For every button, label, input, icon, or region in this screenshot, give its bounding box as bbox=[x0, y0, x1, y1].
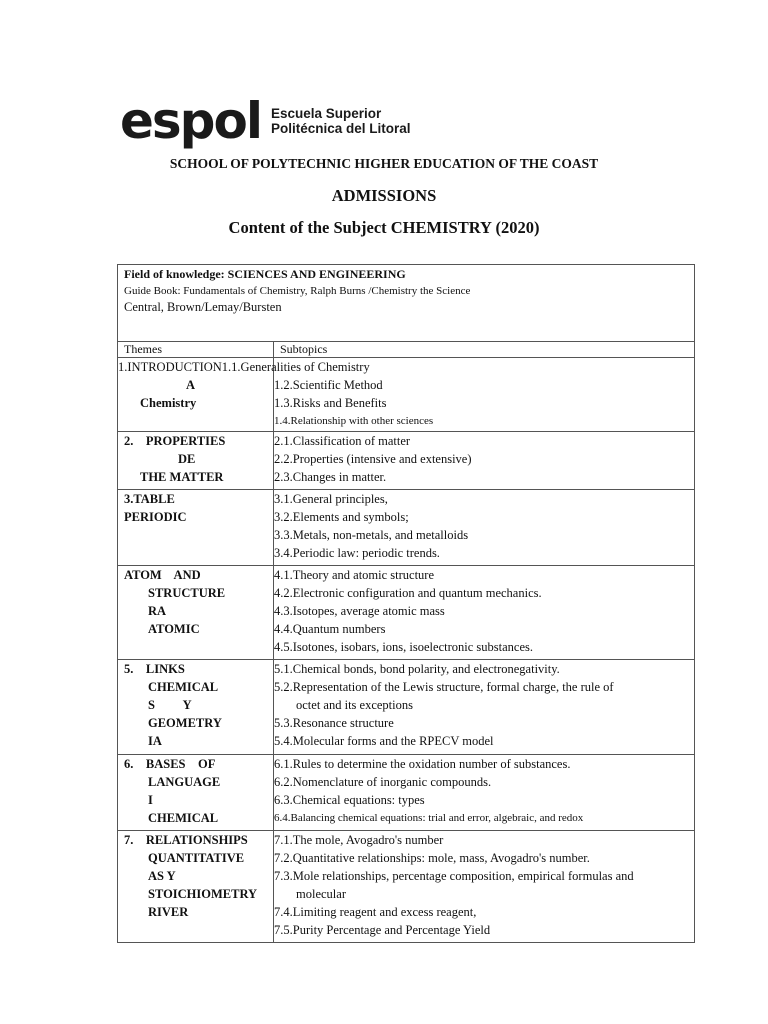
subtopic-item: 5.2.Representation of the Lewis structure, formal charge, the rule of bbox=[274, 680, 614, 694]
logo-text bbox=[271, 106, 411, 136]
topic-row bbox=[118, 660, 695, 755]
topic-row bbox=[118, 831, 695, 943]
field-row bbox=[118, 265, 695, 342]
theme-line: I bbox=[148, 793, 153, 807]
subtopic-item: 2.2.Properties (intensive and extensive) bbox=[274, 452, 472, 466]
theme-cell bbox=[118, 490, 274, 566]
subtopic-item: 3.3.Metals, non-metals, and metalloids bbox=[274, 528, 469, 542]
topic-row bbox=[118, 490, 695, 566]
subtopic-item: 5.1.Chemical bonds, bond polarity, and electronegativity. bbox=[274, 662, 560, 676]
subtopic-item: 7.2.Quantitative relationships: mole, mass, Avogadro's number. bbox=[274, 851, 590, 865]
topic-row bbox=[118, 358, 695, 432]
subtopic-item: 1.3.Risks and Benefits bbox=[274, 396, 387, 410]
subject-title: Content of the Subject CHEMISTRY (2020) bbox=[228, 218, 540, 237]
theme-line: S Y bbox=[148, 698, 192, 712]
theme-line: DE bbox=[178, 452, 196, 466]
subtopics-cell bbox=[274, 566, 695, 660]
theme-line: ATOM AND bbox=[124, 568, 201, 582]
espol-logo bbox=[120, 92, 411, 150]
school-title: SCHOOL OF POLYTECHNIC HIGHER EDUCATION OF THE COAST bbox=[169, 156, 599, 171]
theme-line: ATOMIC bbox=[148, 622, 200, 636]
subtopic-item: 7.1.The mole, Avogadro's number bbox=[274, 833, 444, 847]
theme-line: Chemistry bbox=[140, 396, 197, 410]
subtopic-item: 5.4.Molecular forms and the RPECV model bbox=[274, 734, 494, 748]
subtopic-item: 4.1.Theory and atomic structure bbox=[274, 568, 435, 582]
theme-line: STOICHIOMETRY bbox=[148, 887, 258, 901]
theme-line: 7. RELATIONSHIPS bbox=[124, 833, 248, 847]
theme-line: PERIODIC bbox=[124, 510, 187, 524]
theme-line: 1.INTRODUCTION1.1.Generalities of Chemistry bbox=[118, 360, 370, 374]
subtopic-item: 7.3.Mole relationships, percentage composition, empirical formulas and bbox=[274, 869, 634, 883]
subtopic-item: 7.4.Limiting reagent and excess reagent, bbox=[274, 905, 477, 919]
admissions-title: ADMISSIONS bbox=[331, 186, 437, 205]
logo-line-1: Escuela Superior bbox=[270, 106, 382, 121]
theme-line: A bbox=[186, 378, 196, 392]
subtopics-cell bbox=[274, 755, 695, 831]
theme-line: THE MATTER bbox=[140, 470, 224, 484]
subtopic-item: 2.3.Changes in matter. bbox=[274, 470, 387, 484]
theme-line: AS Y bbox=[148, 869, 176, 883]
subtopic-item: 4.2.Electronic configuration and quantum mechanics. bbox=[274, 586, 542, 600]
theme-line: STRUCTURE bbox=[148, 586, 226, 600]
theme-cell bbox=[118, 660, 274, 755]
theme-line: CHEMICAL bbox=[148, 680, 219, 694]
topic-row bbox=[118, 432, 695, 490]
subtopics-cell bbox=[274, 432, 695, 490]
guide-book-line-1: Guide Book: Fundamentals of Chemistry, Ralph Burns /Chemistry the Science bbox=[124, 285, 471, 297]
theme-line: IA bbox=[148, 734, 162, 748]
theme-line: GEOMETRY bbox=[148, 716, 222, 730]
theme-cell bbox=[118, 566, 274, 660]
subtopic-item: 2.1.Classification of matter bbox=[274, 434, 411, 448]
theme-line: 3.TABLE bbox=[124, 492, 175, 506]
logo-mark: espol bbox=[120, 92, 261, 150]
theme-line: 6. BASES OF bbox=[124, 757, 216, 771]
topic-row bbox=[118, 566, 695, 660]
guide-book-line-2: Central, Brown/Lemay/Bursten bbox=[124, 300, 282, 314]
subtopics-cell bbox=[274, 660, 695, 755]
subtopic-item: octet and its exceptions bbox=[296, 698, 413, 712]
subtopic-item: 6.1.Rules to determine the oxidation number of substances. bbox=[274, 757, 571, 771]
theme-line: CHEMICAL bbox=[148, 811, 219, 825]
subtopic-item: 4.4.Quantum numbers bbox=[274, 622, 386, 636]
theme-line: RA bbox=[148, 604, 167, 618]
theme-cell bbox=[118, 432, 274, 490]
theme-line: 2. PROPERTIES bbox=[124, 434, 226, 448]
subtopic-item: molecular bbox=[296, 887, 346, 901]
subtopic-item: 3.1.General principles, bbox=[274, 492, 388, 506]
field-of-knowledge: Field of knowledge: SCIENCES AND ENGINEERING bbox=[124, 267, 406, 281]
theme-line: RIVER bbox=[148, 905, 189, 919]
subtopic-item: 6.2.Nomenclature of inorganic compounds. bbox=[274, 775, 492, 789]
header-row bbox=[118, 342, 695, 358]
col-themes: Themes bbox=[118, 342, 274, 358]
theme-line: 5. LINKS bbox=[124, 662, 185, 676]
subtopic-item: 3.4.Periodic law: periodic trends. bbox=[274, 546, 440, 560]
content-table bbox=[117, 264, 695, 943]
subtopic-item: 1.2.Scientific Method bbox=[274, 378, 383, 392]
subtopic-item: 1.4.Relationship with other sciences bbox=[274, 415, 434, 427]
subtopic-item: 4.3.Isotopes, average atomic mass bbox=[274, 604, 445, 618]
subtopics-cell bbox=[274, 831, 695, 943]
subtopic-item: 5.3.Resonance structure bbox=[274, 716, 394, 730]
col-subtopics: Subtopics bbox=[274, 342, 695, 358]
subtopics-cell bbox=[274, 490, 695, 566]
theme-line: QUANTITATIVE bbox=[148, 851, 245, 865]
theme-cell bbox=[118, 831, 274, 943]
theme-cell bbox=[118, 755, 274, 831]
topic-row bbox=[118, 755, 695, 831]
subtopic-item: 6.3.Chemical equations: types bbox=[274, 793, 425, 807]
subtopic-item: 7.5.Purity Percentage and Percentage Yield bbox=[274, 923, 491, 937]
field-cell bbox=[118, 265, 695, 342]
logo-line-2: Politécnica del Litoral bbox=[270, 121, 411, 136]
subtopic-item: 3.2.Elements and symbols; bbox=[274, 510, 409, 524]
theme-line: LANGUAGE bbox=[148, 775, 221, 789]
subtopic-item: 4.5.Isotones, isobars, ions, isoelectronic substances. bbox=[274, 640, 533, 654]
subtopic-item: 6.4.Balancing chemical equations: trial and error, algebraic, and redox bbox=[274, 812, 584, 824]
